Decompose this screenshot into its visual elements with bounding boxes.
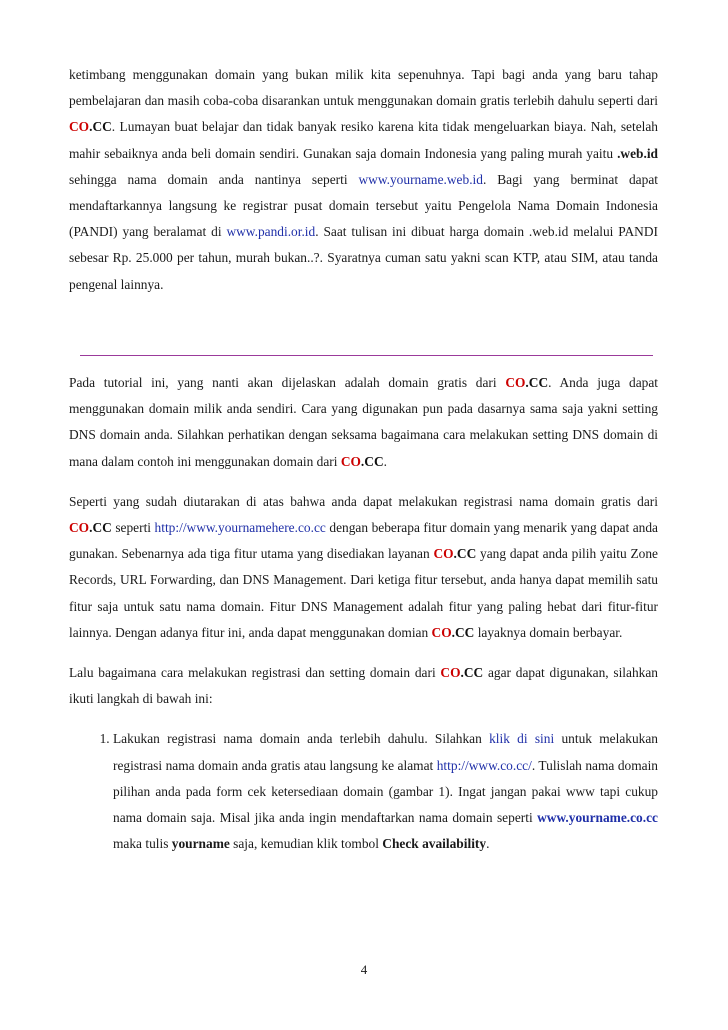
text-run: untuk melakukan registrasi nama domain anda gratis atau langsung ke alamat <box>113 731 658 773</box>
text-run: Lakukan registrasi nama domain anda terlebih dahulu. Silahkan <box>113 731 490 747</box>
coc-brand-cc: .CC <box>89 520 112 536</box>
text-run: Lalu bagaimana cara melakukan registrasi dan setting domain dari <box>69 665 441 681</box>
page-number: 4 <box>360 962 368 977</box>
paragraph-tutorial <box>69 370 658 475</box>
text-run: . Tulislah nama domain pilihan anda pada form cek ketersediaan domain (gambar 1). Ingat jangan pakai www tapi cukup nama domain saja. Misal jika anda ingin mendaftarkan nama domain seperti <box>113 757 658 826</box>
coc-brand-cc: .CC <box>460 665 484 681</box>
text-run: sehingga nama domain anda nantinya seperti <box>69 171 359 187</box>
coc-brand-cc: .CC <box>451 624 475 640</box>
text-run: . Anda juga dapat menggunakan domain milik anda sendiri. Cara yang digunakan pun pada dasarnya sama saja yakni setting DNS domain anda. Silahkan perhatikan dengan seksama bagaimana cara melakukan setting DNS domain di mana dalam contoh ini menggunakan domain dari <box>69 375 658 469</box>
coc-brand-cc: .CC <box>89 119 112 135</box>
coc-brand-co: CO <box>440 665 461 681</box>
text-run: yang dapat anda pilih yaitu Zone Records, URL Forwarding, dan DNS Management. Dari ketiga fitur tersebut, anda hanya dapat memilih satu fitur saja untuk satu nama domain. Fitur DNS Management adalah fitur yang paling hebat dari fitur-fitur lainnya. Dengan adanya fitur ini, anda dapat menggunakan domian <box>69 546 658 640</box>
coc-brand-co: CO <box>431 624 452 640</box>
link-yourname-web-id[interactable]: www.yourname.web.id <box>358 171 483 187</box>
check-availability-term: Check availability <box>382 836 487 852</box>
text-run: agar dapat digunakan, silahkan ikuti langkah di bawah ini: <box>69 665 659 707</box>
link-co-cc[interactable]: http://www.co.cc/ <box>436 757 532 773</box>
link-klik-di-sini[interactable]: klik di sini <box>489 731 555 747</box>
coc-brand-co: CO <box>69 119 90 135</box>
text-run: . <box>486 836 490 852</box>
paragraph-steps-intro <box>69 660 658 712</box>
text-run: saja, kemudian klik tombol <box>229 836 383 852</box>
coc-brand-cc: .CC <box>525 375 549 390</box>
steps-list <box>69 726 658 857</box>
text-run: maka tulis <box>113 836 172 852</box>
text-run: Pada tutorial ini, yang nanti akan dijelaskan adalah domain gratis dari <box>69 375 506 390</box>
step-item <box>113 726 658 857</box>
text-run: layaknya domain berbayar. <box>474 624 623 640</box>
coc-brand-cc: .CC <box>453 546 477 562</box>
web-id-term: .web.id <box>617 145 658 161</box>
body-text-section-2 <box>69 370 658 857</box>
coc-brand-co: CO <box>69 520 90 536</box>
link-yournamehere[interactable]: http://www.yournamehere.co.cc <box>154 520 326 536</box>
paragraph-features <box>69 489 658 646</box>
text-run: . Bagi yang berminat dapat mendaftarkannya langsung ke registrar pusat domain tersebut yaitu Pengelola Nama Domain Indonesia (PANDI) yang beralamat di <box>69 171 658 240</box>
text-run: . Saat tulisan ini dibuat harga domain .web.id melalui PANDI sebesar Rp. 25.000 per tahun, murah bukan..?. Syaratnya cuman satu yakni scan KTP, atau SIM, atau tanda pengenal lainnya. <box>69 224 658 292</box>
body-text <box>69 62 658 298</box>
text-run: seperti <box>111 520 155 536</box>
paragraph-intro <box>69 62 658 298</box>
example-domain: www.yourname.co.cc <box>537 810 658 826</box>
section-divider <box>80 355 653 356</box>
coc-brand-co: CO <box>340 453 361 469</box>
text-run: ketimbang menggunakan domain yang bukan milik kita sepenuhnya. Tapi bagi anda yang baru tahap pembelajaran dan masih coba-coba disarankan untuk menggunakan domain gratis terlebih dahulu seperti dari <box>69 67 658 109</box>
coc-brand-co: CO <box>505 375 526 390</box>
text-run: . Lumayan buat belajar dan tidak banyak resiko karena kita tidak mengeluarkan biaya. Nah, setelah mahir sebaiknya anda beli domain sendiri. Gunakan saja domain Indonesia yang paling murah yaitu <box>69 119 658 161</box>
text-run: dengan beberapa fitur domain yang menarik yang dapat anda gunakan. Sebenarnya ada tiga fitur utama yang disediakan layanan <box>69 520 658 562</box>
coc-brand-co: CO <box>433 546 454 562</box>
link-pandi[interactable]: www.pandi.or.id <box>226 224 316 240</box>
text-run: Seperti yang sudah diutarakan di atas bahwa anda dapat melakukan registrasi nama domain gratis dari <box>69 493 658 509</box>
text-run: . <box>383 453 387 469</box>
coc-brand-cc: .CC <box>360 453 384 469</box>
example-name: yourname <box>171 836 230 852</box>
